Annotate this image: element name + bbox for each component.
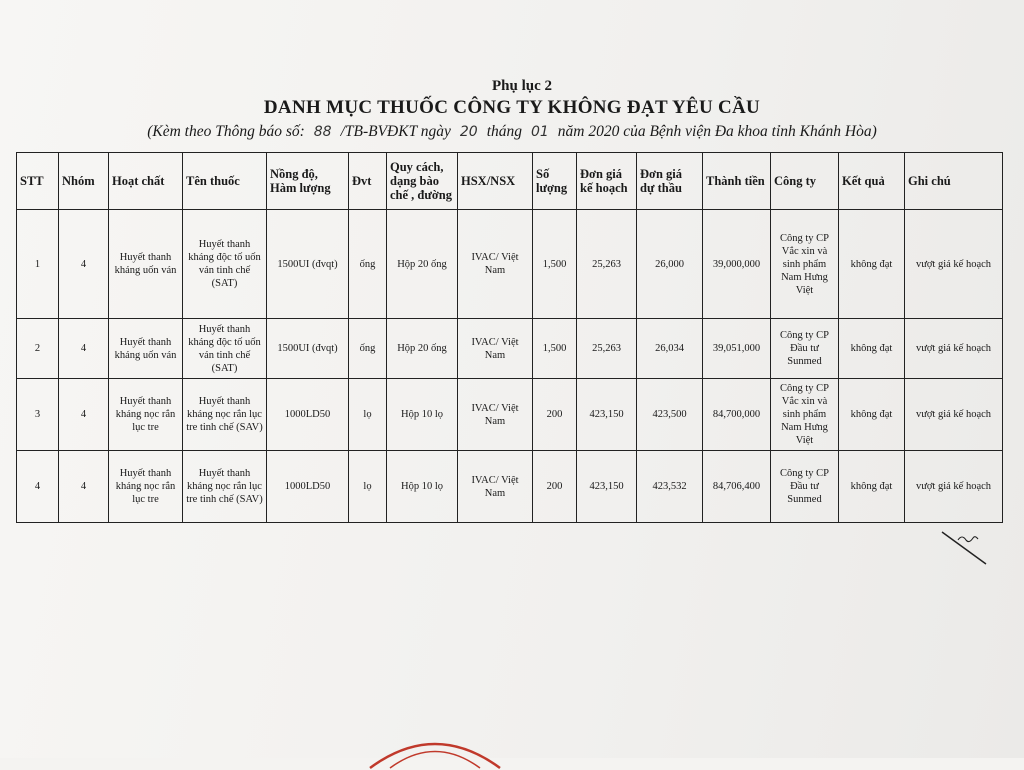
table-cell: 1000LD50 — [267, 379, 349, 451]
notice-number: 88 — [313, 124, 332, 140]
table-cell: lọ — [349, 451, 387, 523]
table-cell: Hộp 20 ống — [387, 319, 458, 379]
drug-table — [16, 152, 1003, 523]
subtitle-prefix: (Kèm theo Thông báo số: — [147, 123, 305, 140]
document-subtitle — [0, 123, 1024, 141]
table-cell: 3 — [17, 379, 59, 451]
table-cell: 4 — [59, 210, 109, 319]
table-cell: 1 — [17, 210, 59, 319]
table-row — [17, 451, 1003, 523]
table-cell: 4 — [17, 451, 59, 523]
column-header: Tên thuốc — [183, 153, 267, 210]
table-cell: Hộp 10 lọ — [387, 451, 458, 523]
notice-month: 01 — [530, 124, 549, 140]
document-title: DANH MỤC THUỐC CÔNG TY KHÔNG ĐẠT YÊU CẦU — [263, 97, 761, 118]
table-cell: Huyết thanh kháng uốn ván — [109, 319, 183, 379]
table-cell: không đạt — [839, 319, 905, 379]
table-cell: 1,500 — [533, 319, 577, 379]
table-cell: Huyết thanh kháng nọc rắn lục tre — [109, 379, 183, 451]
notice-day: 20 — [459, 124, 478, 140]
column-header: Nồng độ, Hàm lượng — [267, 153, 349, 210]
table-cell: ống — [349, 210, 387, 319]
table-cell: 4 — [59, 379, 109, 451]
subtitle-suffix: năm 2020 của Bệnh viện Đa khoa tỉnh Khánh Hòa) — [557, 123, 877, 140]
column-header: Công ty — [771, 153, 839, 210]
table-cell: IVAC/ Việt Nam — [458, 451, 533, 523]
column-header: Đơn giá dự thầu — [637, 153, 703, 210]
table-cell: 423,150 — [577, 451, 637, 523]
table-cell: Huyết thanh kháng độc tố uốn ván tinh chế (SAT) — [183, 210, 267, 319]
table-cell: 1500UI (đvqt) — [267, 210, 349, 319]
table-row — [17, 319, 1003, 379]
table-cell: Huyết thanh kháng nọc rắn lục tre tinh chế (SAV) — [183, 451, 267, 523]
table-cell: 2 — [17, 319, 59, 379]
table-cell: IVAC/ Việt Nam — [458, 319, 533, 379]
table-cell: 4 — [59, 319, 109, 379]
table-cell: Huyết thanh kháng nọc rắn lục tre — [109, 451, 183, 523]
table-cell: 1000LD50 — [267, 451, 349, 523]
table-cell: 200 — [533, 451, 577, 523]
table-cell: không đạt — [839, 379, 905, 451]
table-cell: 4 — [59, 451, 109, 523]
table-cell: Huyết thanh kháng uốn ván — [109, 210, 183, 319]
column-header: Kết quả — [839, 153, 905, 210]
table-cell: Huyết thanh kháng độc tố uốn ván tinh chế (SAT) — [183, 319, 267, 379]
column-header: Ghi chú — [905, 153, 1003, 210]
table-cell: vượt giá kế hoạch — [905, 319, 1003, 379]
subtitle-middle: /TB-BVĐKT ngày — [340, 123, 451, 140]
table-cell: vượt giá kế hoạch — [905, 379, 1003, 451]
table-cell: 423,532 — [637, 451, 703, 523]
table-cell: 26,034 — [637, 319, 703, 379]
table-cell: 423,500 — [637, 379, 703, 451]
table-cell: 26,000 — [637, 210, 703, 319]
table-cell: lọ — [349, 379, 387, 451]
red-stamp-partial — [360, 730, 510, 770]
table-cell: Công ty CP Đầu tư Sunmed — [771, 451, 839, 523]
table-cell: Hộp 10 lọ — [387, 379, 458, 451]
table-cell: Huyết thanh kháng nọc rắn lục tre tinh chế (SAV) — [183, 379, 267, 451]
table-row — [17, 210, 1003, 319]
table-cell: 1500UI (đvqt) — [267, 319, 349, 379]
table-cell: vượt giá kế hoạch — [905, 451, 1003, 523]
table-cell: không đạt — [839, 451, 905, 523]
table-cell: 84,706,400 — [703, 451, 771, 523]
table-cell: 39,000,000 — [703, 210, 771, 319]
column-header: Đvt — [349, 153, 387, 210]
month-label: tháng — [486, 123, 522, 140]
table-cell: ống — [349, 319, 387, 379]
table-cell: 25,263 — [577, 210, 637, 319]
table-cell: vượt giá kế hoạch — [905, 210, 1003, 319]
column-header: Nhóm — [59, 153, 109, 210]
table-cell: Công ty CP Vắc xin và sinh phẩm Nam Hưng Việt — [771, 379, 839, 451]
column-header: Thành tiền — [703, 153, 771, 210]
table-cell: Công ty CP Vắc xin và sinh phẩm Nam Hưng Việt — [771, 210, 839, 319]
column-header: Số lượng — [533, 153, 577, 210]
table-cell: Hộp 20 ống — [387, 210, 458, 319]
table-cell: không đạt — [839, 210, 905, 319]
title-block — [0, 78, 1024, 141]
table-header-row — [17, 153, 1003, 210]
column-header: Đơn giá kế hoạch — [577, 153, 637, 210]
column-header: STT — [17, 153, 59, 210]
table-cell: Công ty CP Đầu tư Sunmed — [771, 319, 839, 379]
table-cell: IVAC/ Việt Nam — [458, 379, 533, 451]
column-header: Quy cách, dạng bào chế , đường — [387, 153, 458, 210]
table-cell: IVAC/ Việt Nam — [458, 210, 533, 319]
table-cell: 200 — [533, 379, 577, 451]
column-header: Hoạt chất — [109, 153, 183, 210]
table-cell: 84,700,000 — [703, 379, 771, 451]
table-cell: 39,051,000 — [703, 319, 771, 379]
table-row — [17, 379, 1003, 451]
table-cell: 25,263 — [577, 319, 637, 379]
signature-mark — [940, 526, 992, 566]
table-cell: 423,150 — [577, 379, 637, 451]
column-header: HSX/NSX — [458, 153, 533, 210]
table-cell: 1,500 — [533, 210, 577, 319]
appendix-label: Phụ lục 2 — [491, 78, 552, 94]
